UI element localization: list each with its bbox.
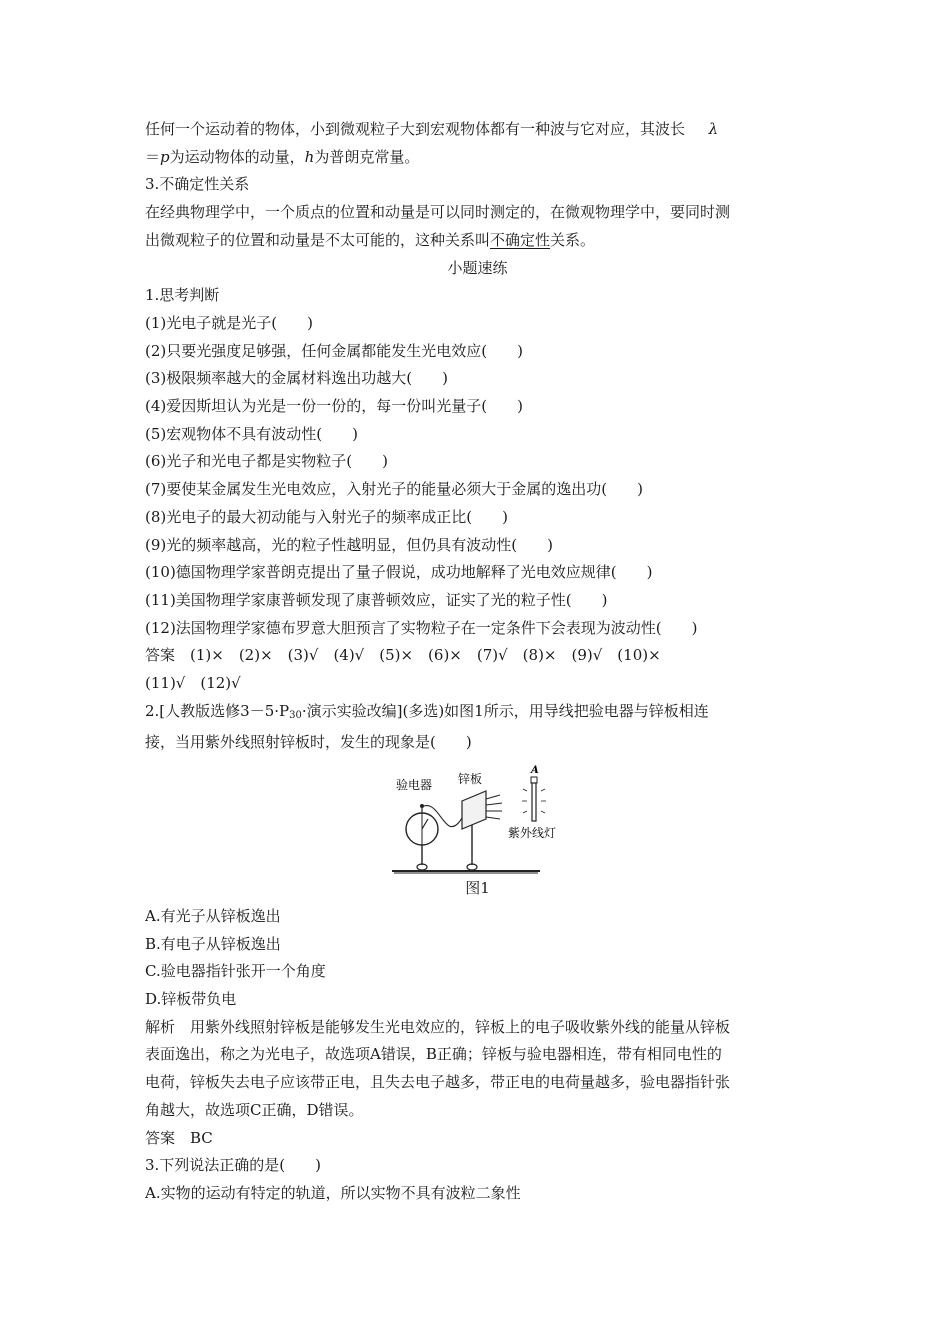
question-3-title: 3.下列说法正确的是( ) xyxy=(145,1156,322,1175)
zinc-plate xyxy=(462,791,486,829)
lamp-cap xyxy=(531,777,537,783)
label-electroscope: 验电器 xyxy=(396,778,433,793)
judgment-item: (11)美国物理学家康普顿发现了康普顿效应，证实了光的粒子性( ) xyxy=(145,590,608,609)
page-subscript: 30 xyxy=(289,709,302,721)
option-c: C.验电器指针张开一个角度 xyxy=(145,962,326,981)
section-3-line-2 xyxy=(145,227,810,255)
question-3-option-a: A.实物的运动有特定的轨道，所以实物不具有波粒二象性 xyxy=(145,1183,521,1202)
figure-caption: 图1 xyxy=(465,879,490,898)
figure-1 xyxy=(145,761,810,875)
analysis-line: 解析 用紫外线照射锌板是能够发生光电效应的，锌板上的电子吸收紫外线的能量从锌板 xyxy=(145,1017,731,1036)
section-3-text-end: 关系。 xyxy=(550,230,596,249)
label-uv-lamp: 紫外线灯 xyxy=(508,826,557,841)
answer-line-1: 答案 (1)× (2)× (3)√ (4)√ (5)× (6)× (7)√ (8)× (9)√ (10)× xyxy=(145,646,661,665)
judgment-item: (6)光子和光电子都是实物粒子( ) xyxy=(145,452,388,471)
lamp-ray xyxy=(523,811,527,813)
h-definition: 为普朗克常量。 xyxy=(314,147,420,166)
judgment-item: (8)光电子的最大初动能与入射光子的频率成正比( ) xyxy=(145,507,508,526)
emission-arrow xyxy=(486,803,502,805)
question-2-source: 2.[人教版选修3－5·P xyxy=(145,701,290,720)
section-3-text: 出微观粒子的位置和动量是不太可能的，这种关系叫 xyxy=(145,230,491,249)
intro-line-2 xyxy=(145,144,810,172)
experiment-diagram xyxy=(390,761,570,875)
judgment-item: (4)爱因斯坦认为光是一份一份的，每一份叫光量子( ) xyxy=(145,397,523,416)
h-symbol: h xyxy=(304,147,315,166)
analysis-line: 角越大，故选项C正确，D错误。 xyxy=(145,1100,364,1119)
intro-text: 任何一个运动着的物体，小到微观粒子大到宏观物体都有一种波与它对应，其波长 xyxy=(145,120,686,138)
emission-arrow xyxy=(486,817,500,819)
judgment-item: (9)光的频率越高，光的粒子性越明显，但仍具有波动性( ) xyxy=(145,535,553,554)
judgment-item: (10)德国物理学家普朗克提出了量子假说，成功地解释了光电效应规律( ) xyxy=(145,563,653,582)
emission-arrow xyxy=(486,795,500,799)
p-definition: 为运动物体的动量， xyxy=(169,147,305,166)
underlined-term: 不确定性 xyxy=(490,230,551,249)
judgment-item: (12)法国物理学家德布罗意大胆预言了实物粒子在一定条件下会表现为波动性( ) xyxy=(145,618,698,637)
label-zinc-plate: 锌板 xyxy=(458,772,483,787)
electroscope-knob xyxy=(420,804,424,808)
p-symbol: p xyxy=(160,147,170,166)
lamp-ray xyxy=(523,789,527,791)
section-3-line-1: 在经典物理学中，一个质点的位置和动量是可以同时测定的，在微观物理学中，要同时测 xyxy=(145,203,731,222)
lamp-ray xyxy=(541,811,545,813)
analysis-line: 表面逸出，称之为光电子，故选项A错误，B正确；锌板与验电器相连，带有相同电性的 xyxy=(145,1045,722,1064)
judgment-item: (1)光电子就是光子( ) xyxy=(145,313,313,332)
option-b: B.有电子从锌板逸出 xyxy=(145,934,281,953)
lambda-symbol: λ xyxy=(708,120,719,138)
answer-line-2: (11)√ (12)√ xyxy=(145,674,241,693)
uv-lamp-tube xyxy=(532,783,536,821)
equals-sign: ＝ xyxy=(145,147,161,166)
label-A: A xyxy=(531,765,539,777)
judgment-item: (5)宏观物体不具有波动性( ) xyxy=(145,424,358,443)
judgment-item: (2)只要光强度足够强，任何金属都能发生光电效应( ) xyxy=(145,341,523,360)
question-2-answer: 答案 BC xyxy=(145,1128,213,1147)
question-2-text: ·演示实验改编](多选)如图1所示，用导线把验电器与锌板相连 xyxy=(301,701,709,720)
question-2-line-1 xyxy=(145,698,810,730)
judgment-item: (3)极限频率越大的金属材料逸出功越大( ) xyxy=(145,369,448,388)
option-a: A.有光子从锌板逸出 xyxy=(145,906,281,925)
section-3-title: 3.不确定性关系 xyxy=(145,175,250,194)
intro-line-1 xyxy=(145,116,810,144)
question-1-title: 1.思考判断 xyxy=(145,286,220,305)
lamp-ray xyxy=(541,789,545,791)
question-2-line-2: 接，当用紫外线照射锌板时，发生的现象是( ) xyxy=(145,733,472,752)
analysis-line: 电荷，锌板失去电子应该带正电，且失去电子越多，带正电的电荷量越多，验电器指针张 xyxy=(145,1073,731,1092)
document-page xyxy=(145,116,810,1208)
option-d: D.锌板带负电 xyxy=(145,989,237,1008)
practice-heading: 小题速练 xyxy=(447,258,508,277)
judgment-item: (7)要使某金属发生光电效应，入射光子的能量必须大于金属的逸出功( ) xyxy=(145,480,643,499)
electroscope-needle xyxy=(422,819,428,829)
